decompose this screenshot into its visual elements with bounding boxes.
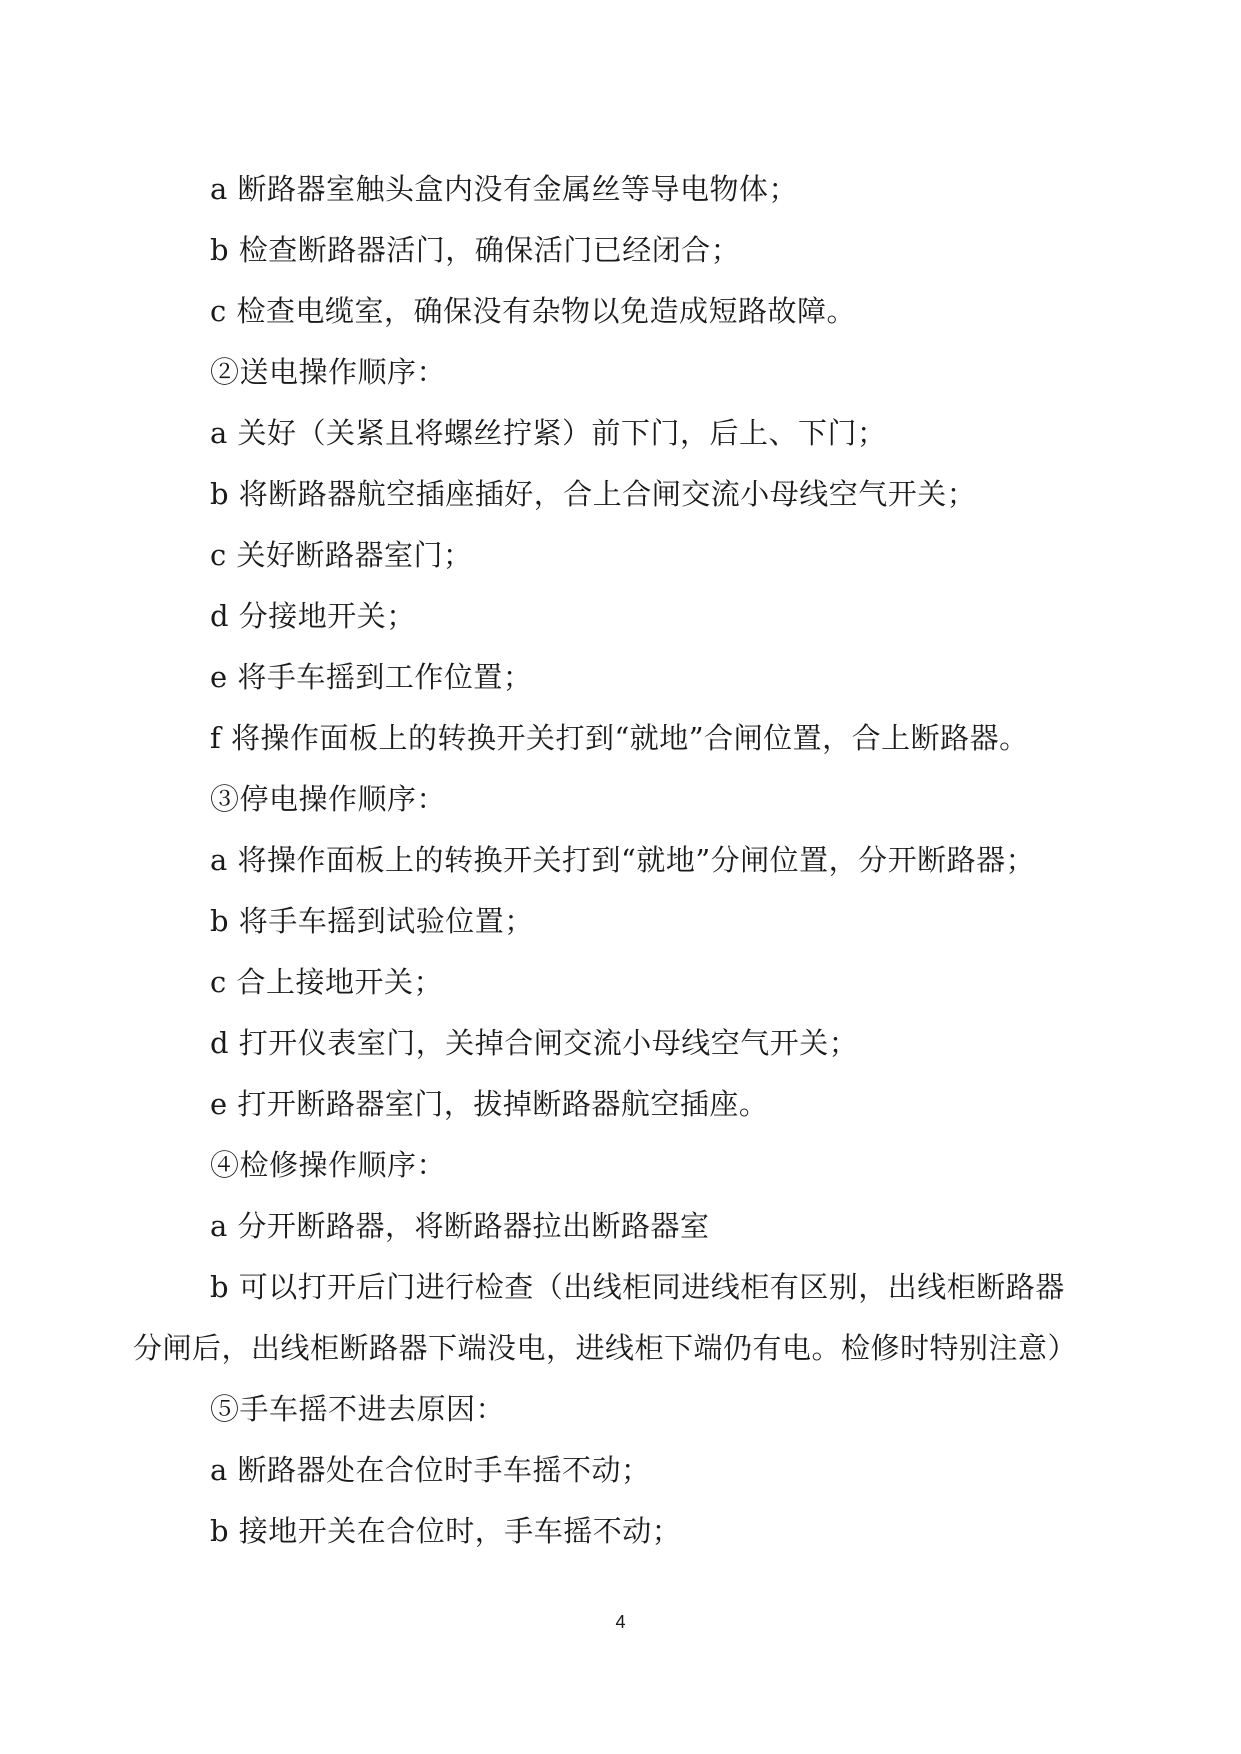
paragraph-line: d 打开仪表室门，关掉合闸交流小母线空气开关； [210, 1026, 859, 1060]
paragraph-line: a 关好（关紧且将螺丝拧紧）前下门，后上、下门； [210, 416, 887, 450]
paragraph-line: b 接地开关在合位时，手车摇不动； [210, 1514, 682, 1548]
paragraph-line: b 可以打开后门进行检查（出线柜同进线柜有区别，出线柜断路器 [210, 1270, 1065, 1304]
paragraph-line: e 打开断路器室门，拔掉断路器航空插座。 [210, 1087, 769, 1121]
paragraph-line: f 将操作面板上的转换开关打到“就地”合闸位置，合上断路器。 [210, 721, 1029, 755]
paragraph-line: a 分开断路器，将断路器拉出断路器室 [210, 1209, 710, 1243]
page-number: 4 [615, 1612, 626, 1632]
paragraph-line: a 断路器室触头盒内没有金属丝等导电物体； [210, 172, 799, 206]
paragraph-line-continuation: 分闸后，出线柜断路器下端没电，进线柜下端仍有电。检修时特别注意） [133, 1331, 1078, 1365]
paragraph-line: e 将手车摇到工作位置； [210, 660, 533, 694]
paragraph-line: a 将操作面板上的转换开关打到“就地”分闸位置，分开断路器； [210, 843, 1036, 877]
section-heading: ③停电操作顺序： [210, 782, 447, 816]
paragraph-line: b 将手车摇到试验位置； [210, 904, 534, 938]
paragraph-line: b 检查断路器活门，确保活门已经闭合； [210, 233, 741, 267]
section-heading: ②送电操作顺序： [210, 355, 447, 389]
paragraph-line: c 检查电缆室，确保没有杂物以免造成短路故障。 [210, 294, 856, 328]
section-heading: ④检修操作顺序： [210, 1148, 447, 1182]
paragraph-line: b 将断路器航空插座插好，合上合闸交流小母线空气开关； [210, 477, 977, 511]
section-heading: ⑤手车摇不进去原因： [210, 1392, 506, 1426]
paragraph-line: d 分接地开关； [210, 599, 416, 633]
paragraph-line: c 关好断路器室门； [210, 538, 473, 572]
paragraph-line: c 合上接地开关； [210, 965, 443, 999]
paragraph-line: a 断路器处在合位时手车摇不动； [210, 1453, 651, 1487]
